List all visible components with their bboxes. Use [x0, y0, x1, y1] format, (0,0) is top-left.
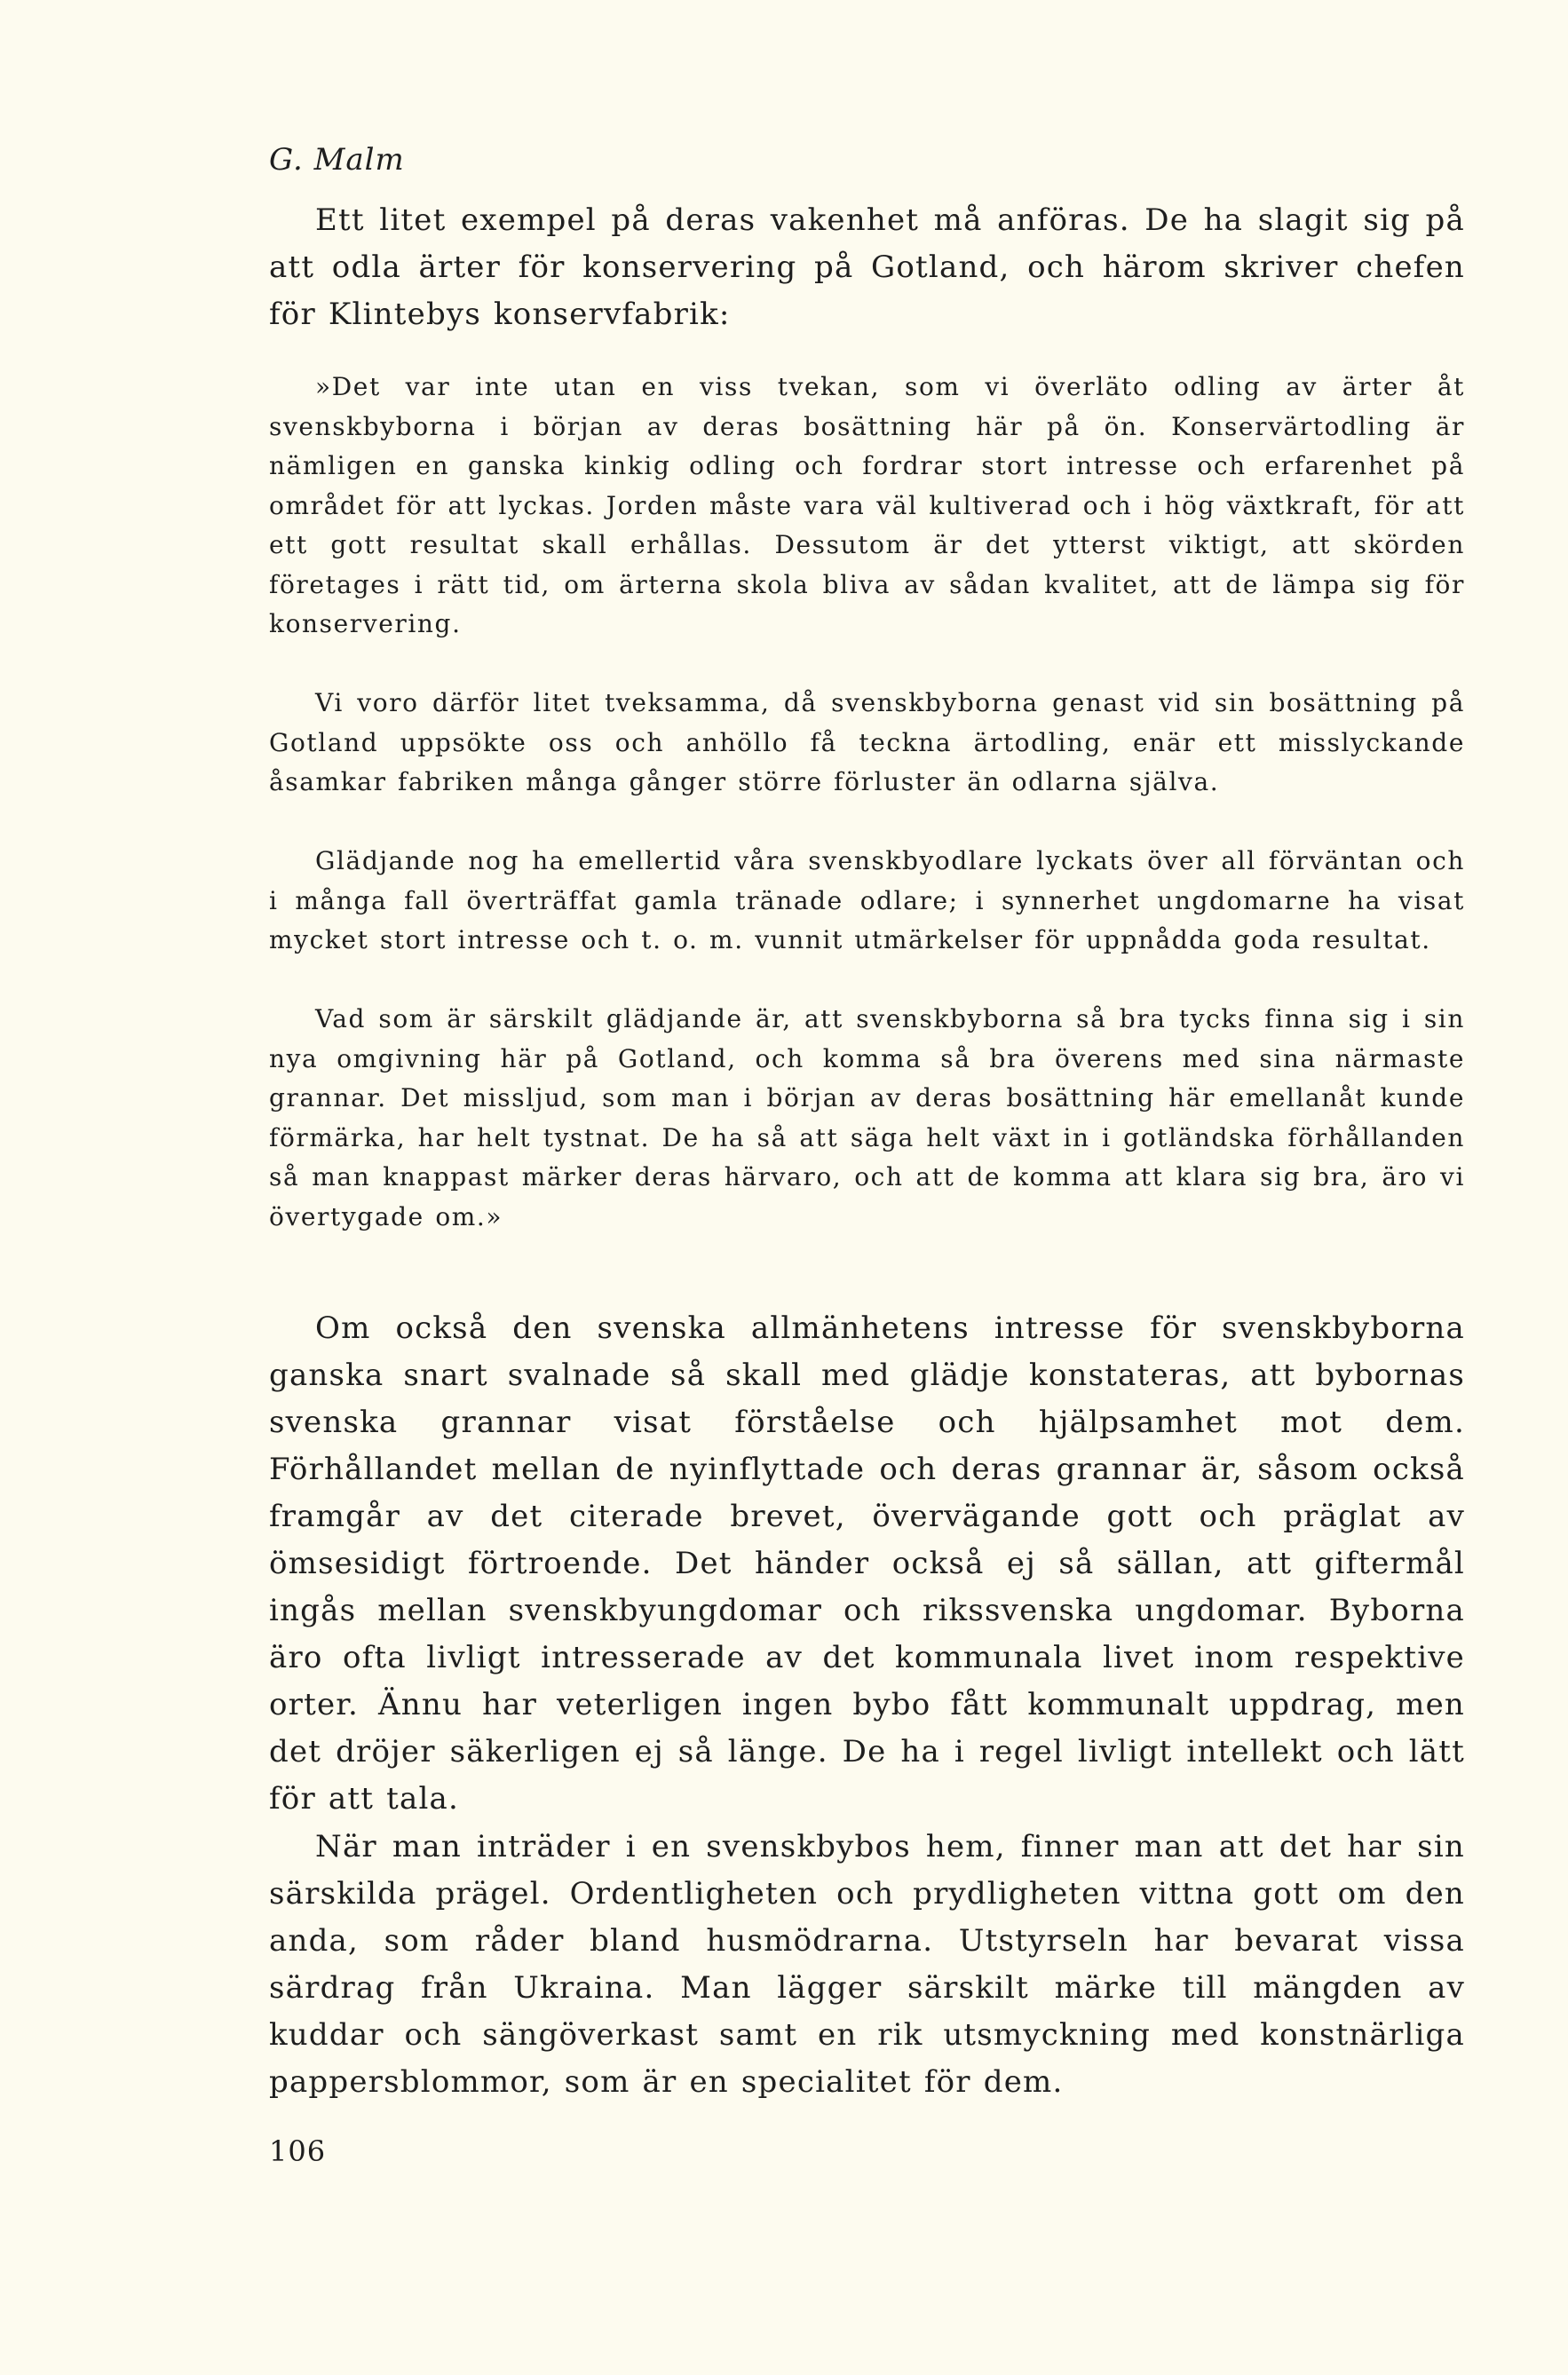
- intro-paragraph: Ett litet exempel på deras vakenhet må anföras. De ha slagit sig på att odla ärter för konservering på Gotland, och härom skriver chefen för Klintebys konservfabrik:: [269, 202, 1465, 332]
- quote-paragraph: Vi voro därför litet tveksamma, då svenskbyborna genast vid sin bosättning på Gotland uppsökte oss och anhöllo få teckna ärtodling, enär ett misslyckande åsamkar fabriken många gånger större förluster än odlarna själva.: [269, 688, 1465, 796]
- quote-paragraph: Vad som är särskilt glädjande är, att svenskbyborna så bra tycks finna sig i sin nya omgivning här på Gotland, och komma så bra överens med sina närmaste grannar. Det missljud, som man i början av deras bosättning här emellanåt kunde förmärka, har helt tystnat. De ha så att säga helt växt in i gotländska förhållanden så man knappast märker deras härvaro, och att de komma att klara sig bra, äro vi övertygade om.»: [269, 1004, 1465, 1231]
- page-number: 106: [269, 2134, 327, 2168]
- running-head-author: G. Malm: [269, 142, 405, 178]
- body-paragraph: När man inträder i en svenskbybos hem, finner man att det har sin särskilda prägel. Ordentligheten och prydligheten vittna gott om den anda, som råder bland husmödrarna. Utstyrseln har bevarat vissa särdrag från Ukraina. Man lägger särskilt märke till mängden av kuddar och sängöverkast samt en rik utsmyckning med konstnärliga pappersblommor, som är en specialitet för dem.: [269, 1829, 1465, 2100]
- body-paragraph: Om också den svenska allmänhetens intresse för svenskbyborna ganska snart svalnade så skall med glädje konstateras, att bybornas svenska grannar visat förståelse och hjälpsamhet mot dem. Förhållandet mellan de nyinflyttade och deras grannar är, såsom också framgår av det citerade brevet, övervägande gott och präglat av ömsesidigt förtroende. Det händer också ej så sällan, att giftermål ingås mellan svenskbyungdomar och rikssvenska ungdomar. Byborna äro ofta livligt intresserade av det kommunala livet inom respektive orter. Ännu har veterligen ingen bybo fått kommunalt uppdrag, men det dröjer säkerligen ej så länge. De ha i regel livligt intellekt och lätt för att tala.: [269, 1310, 1465, 1817]
- quote-paragraph: »Det var inte utan en viss tvekan, som vi överläto odling av ärter åt svenskbyborna i början av deras bosättning här på ön. Konservärtodling är nämligen en ganska kinkig odling och fordrar stort intresse och erfarenhet på området för att lyckas. Jorden måste vara väl kultiverad och i hög växtkraft, för att ett gott resultat skall erhållas. Dessutom är det ytterst viktigt, att skörden företages i rätt tid, om ärterna skola bliva av sådan kvalitet, att de lämpa sig för konservering.: [269, 372, 1465, 638]
- quote-paragraph: Glädjande nog ha emellertid våra svenskbyodlare lyckats över all förväntan och i många fall överträffat gamla tränade odlare; i synnerhet ungdomarne ha visat mycket stort intresse och t. o. m. vunnit utmärkelser för uppnådda goda resultat.: [269, 846, 1465, 954]
